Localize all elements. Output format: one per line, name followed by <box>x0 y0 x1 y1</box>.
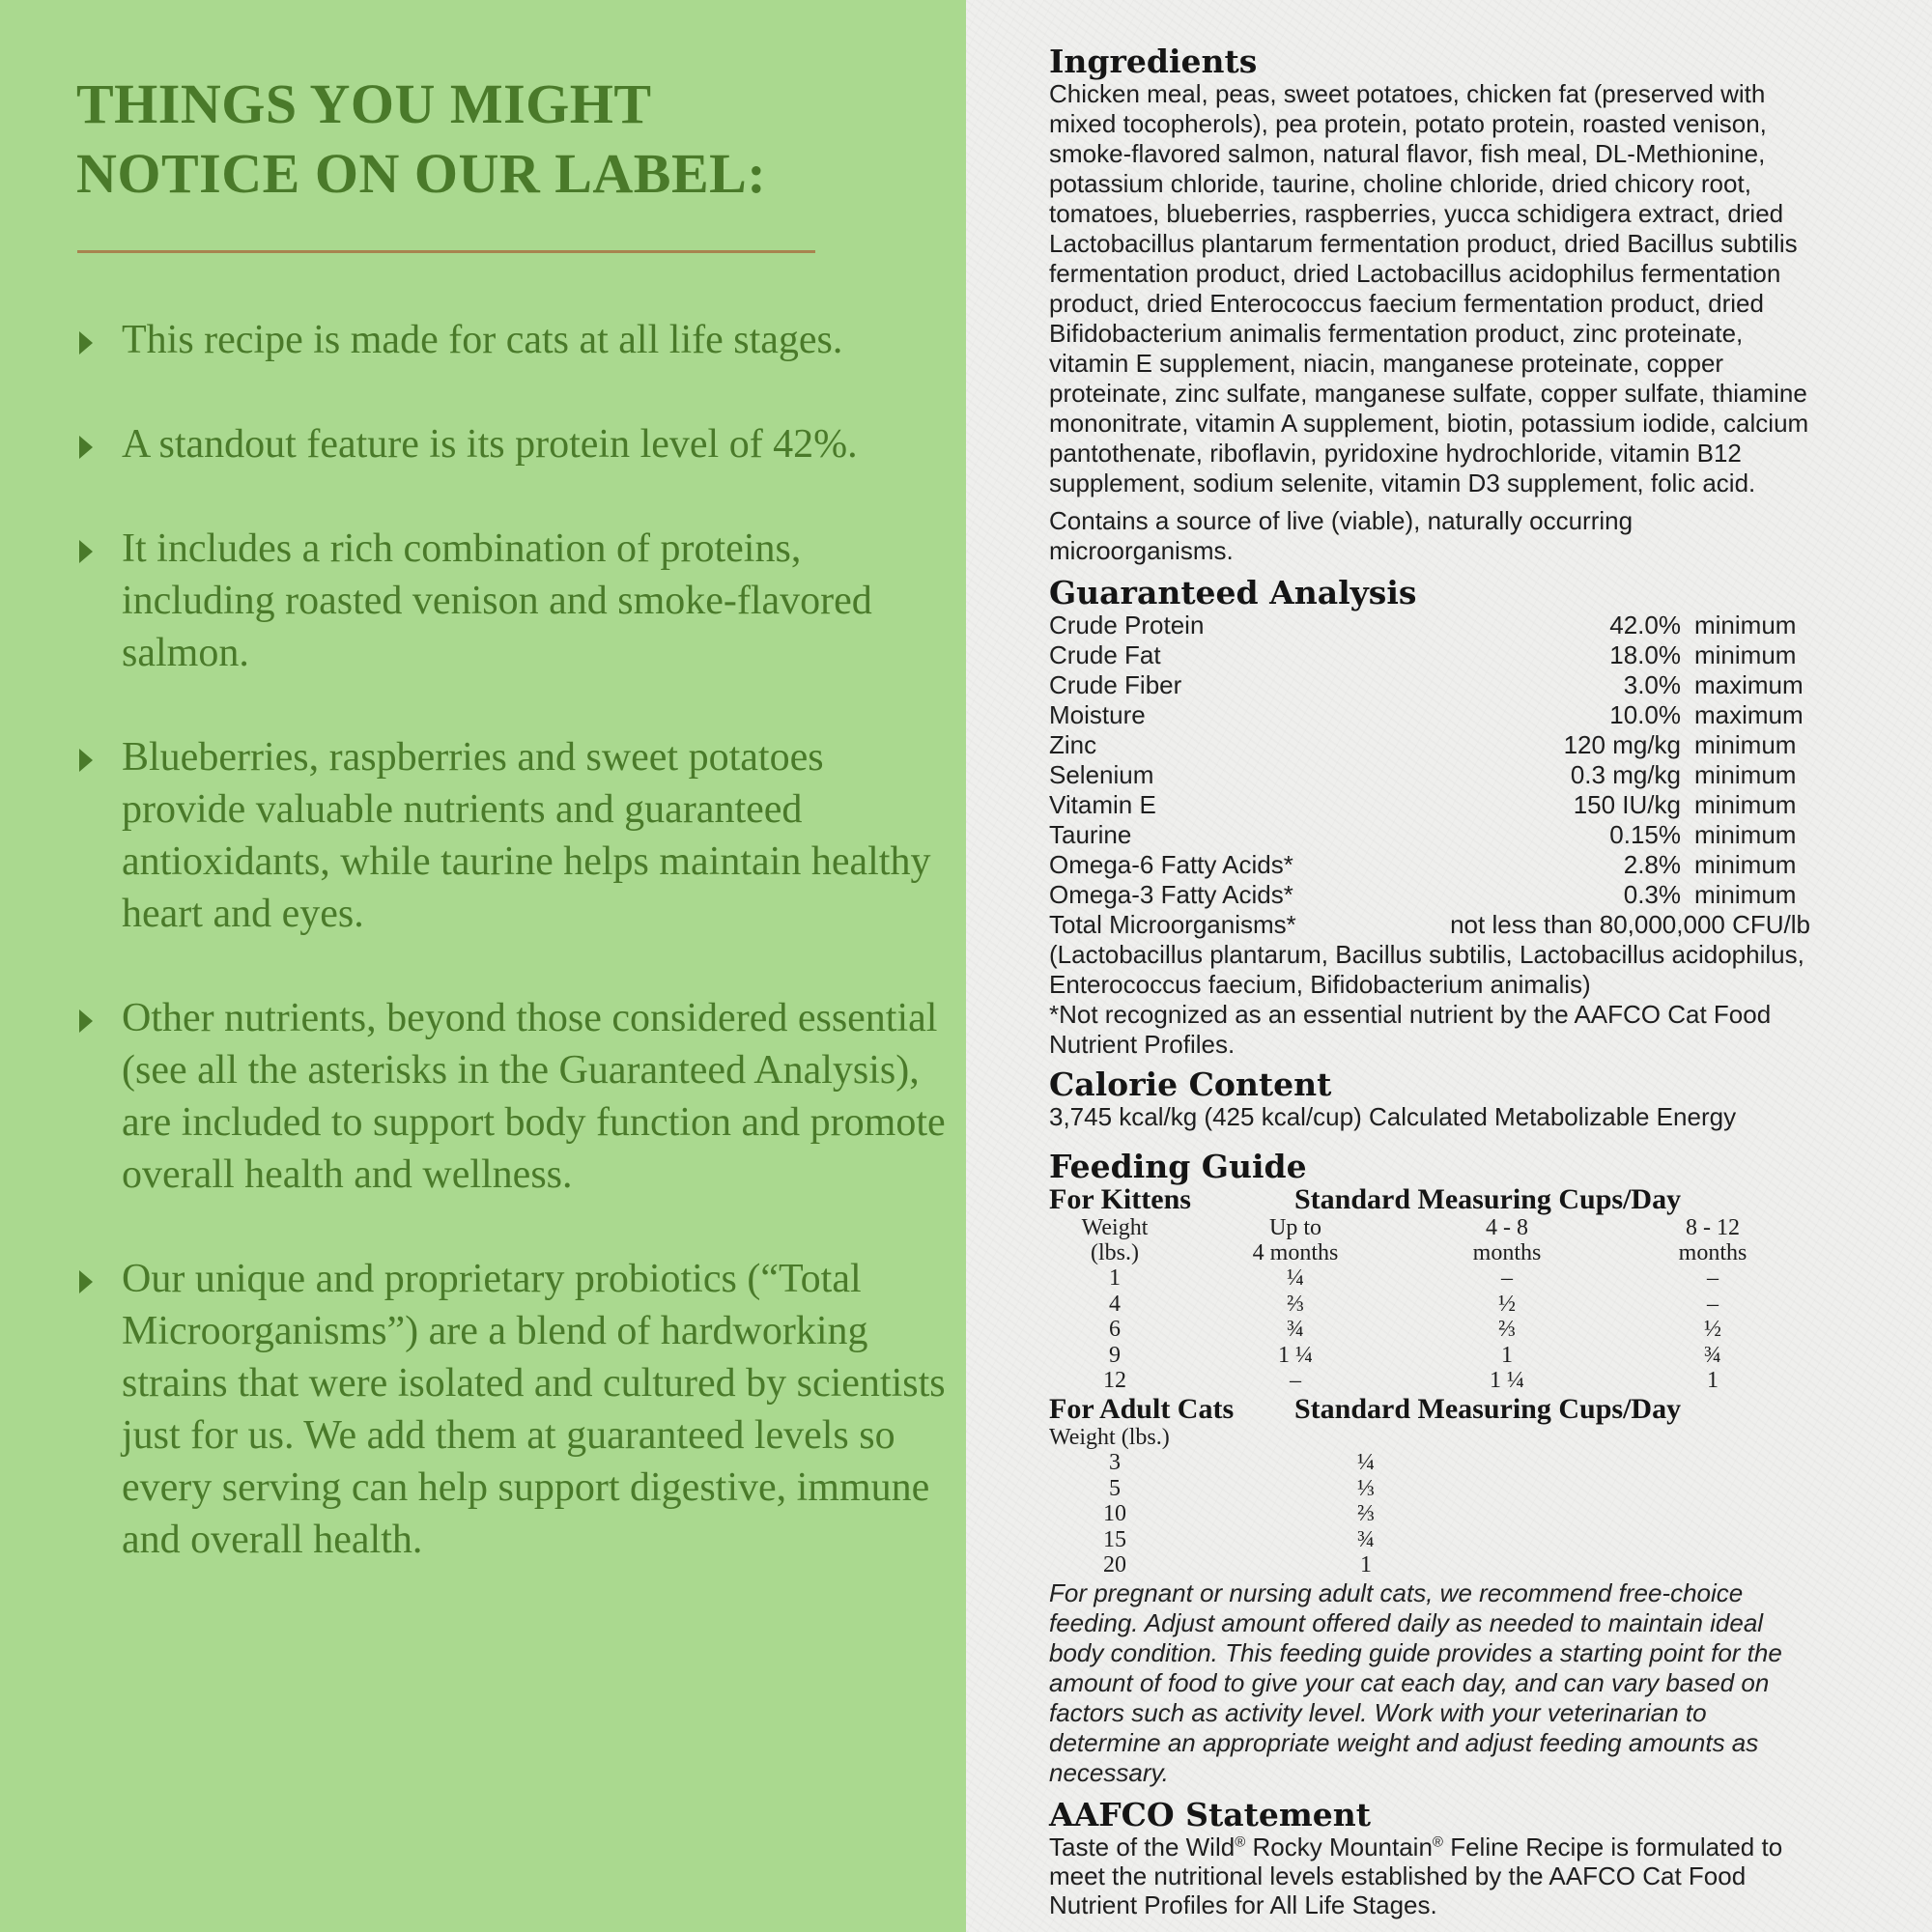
nutrient-value: 18.0% <box>1609 640 1681 669</box>
nutrient-name: Moisture <box>1049 700 1146 729</box>
nutrient-basis: minimum <box>1694 730 1797 759</box>
triangle-bullet-icon <box>79 331 93 355</box>
note-item <box>77 731 947 940</box>
analysis-row <box>1049 820 1822 850</box>
nutrient-name: Crude Protein <box>1049 611 1205 639</box>
kittens-label: For Kittens <box>1049 1183 1191 1215</box>
label-panel <box>966 0 1932 1932</box>
title-divider <box>77 250 815 253</box>
panel-title-line-1: THINGS YOU MIGHT <box>76 72 652 135</box>
aafco-section <box>1049 1795 1822 1919</box>
nutrient-name: Crude Fat <box>1049 640 1161 669</box>
analysis-heading: Guaranteed Analysis <box>1049 574 1417 611</box>
kittens-table <box>1049 1215 1822 1394</box>
note-item <box>77 1253 947 1566</box>
nutrient-basis: minimum <box>1694 880 1797 909</box>
adults-label: For Adult Cats <box>1049 1392 1235 1425</box>
note-item <box>77 992 947 1201</box>
nutrient-value: 0.3 mg/kg <box>1570 760 1681 789</box>
nutrient-value: 150 IU/kg <box>1573 790 1681 819</box>
nutrient-value: 10.0% <box>1609 700 1681 729</box>
table-row: 15 ¾ <box>1103 1526 1375 1552</box>
kittens-subheading <box>1049 1184 1822 1215</box>
table-row: 9 1 ¼ 1 ¾ <box>1109 1342 1721 1368</box>
adults-unit-label: Standard Measuring Cups/Day <box>1294 1392 1682 1425</box>
product-line: Rocky Mountain <box>1245 1832 1433 1861</box>
triangle-bullet-icon <box>79 1270 93 1293</box>
nutrient-name: Vitamin E <box>1049 790 1156 819</box>
triangle-bullet-icon <box>79 540 93 563</box>
nutrient-basis: minimum <box>1694 760 1797 789</box>
table-row: 1 ¼ – – <box>1109 1265 1719 1291</box>
nutrient-basis: maximum <box>1694 670 1804 699</box>
note-text: Our unique and proprietary probiotics (“Total Microorganisms”) are a blend of hardworking strains that were isolated and cultured by scientists just for us. We add them at guaranteed levels so every serving can help support digestive, immune and overall health. <box>122 1257 946 1562</box>
nutrient-value: 3.0% <box>1623 670 1681 699</box>
analysis-row <box>1049 790 1822 820</box>
calorie-section <box>1049 1067 1822 1132</box>
analysis-row <box>1049 760 1822 790</box>
nutrient-value: 42.0% <box>1609 611 1681 639</box>
microorganisms-row <box>1049 910 1822 940</box>
nutrient-basis: minimum <box>1694 820 1797 849</box>
kittens-header-row <box>1049 1215 1822 1265</box>
header-up-to-4-months: Up to 4 months <box>1252 1215 1339 1265</box>
header-weight: Weight (lbs.) <box>1081 1215 1149 1265</box>
nutrient-name: Taurine <box>1049 820 1132 849</box>
feeding-note: For pregnant or nursing adult cats, we recommend free-choice feeding. Adjust amount offered daily as needed to maintain ideal body condition. This feeding guide provides a starting point for the amount of food to give your cat each day, and can vary based on factors such as activity level. Work with your veterinarian to determine an appropriate weight and adjust feeding amounts as necessary. <box>1049 1577 1782 1787</box>
nutrient-name: Selenium <box>1049 760 1154 789</box>
feeding-guide-section <box>1049 1150 1822 1788</box>
registered-mark: ® <box>1432 1833 1443 1850</box>
kittens-unit-label: Standard Measuring Cups/Day <box>1294 1183 1682 1215</box>
adults-subheading <box>1049 1394 1822 1425</box>
nutrient-basis: minimum <box>1694 850 1797 879</box>
microorganisms-note: Contains a source of live (viable), naturally occurring microorganisms. <box>1049 506 1634 565</box>
microorganism-strains: (Lactobacillus plantarum, Bacillus subtilis, Lactobacillus acidophilus, Enterococcus faecium, Bifidobacterium animalis) <box>1049 940 1804 999</box>
calorie-heading: Calorie Content <box>1049 1065 1332 1103</box>
nutrient-value: 0.3% <box>1623 880 1681 909</box>
analysis-row <box>1049 880 1822 910</box>
ingredients-text: Chicken meal, peas, sweet potatoes, chicken fat (preserved with mixed tocopherols), pea protein, potato protein, roasted venison, smoke-flavored salmon, natural flavor, fish meal, DL-Methionine, potassium chloride, taurine, choline chloride, dried chicory root, tomatoes, blueberries, raspberries, yucca schidigera extract, dried Lactobacillus plantarum fermentation product, dried Bacillus subtilis fermentation product, dried Lactobacillus acidophilus fermentation product, dried Enterococcus faecium fermentation product, dried Bifidobacterium animalis fermentation product, zinc proteinate, vitamin E supplement, niacin, manganese proteinate, copper proteinate, zinc sulfate, manganese sulfate, copper sulfate, thiamine mononitrate, vitamin A supplement, biotin, potassium iodide, calcium pantothenate, riboflavin, pyridoxine hydrochloride, vitamin B12 supplement, sodium selenite, vitamin D3 supplement, folic acid. <box>1049 79 1809 497</box>
triangle-bullet-icon <box>79 436 93 459</box>
analysis-row <box>1049 850 1822 880</box>
feeding-heading: Feeding Guide <box>1049 1148 1307 1185</box>
nutrient-basis: minimum <box>1694 611 1797 639</box>
table-row: 4 ⅔ ½ – <box>1109 1291 1719 1317</box>
adults-table <box>1049 1425 1822 1578</box>
note-text: It includes a rich combination of proteins, including roasted venison and smoke-flavored salmon. <box>122 526 872 675</box>
triangle-bullet-icon <box>79 749 93 772</box>
nutrient-value: not less than 80,000,000 CFU/lb <box>1450 910 1810 939</box>
panel-title <box>76 70 926 209</box>
header-4-8-months: 4 - 8 months <box>1472 1215 1542 1265</box>
ingredients-heading: Ingredients <box>1049 43 1258 80</box>
note-item <box>77 418 947 470</box>
brand-name: Taste of the Wild <box>1049 1832 1236 1861</box>
note-text: A standout feature is its protein level of 42%. <box>122 422 858 467</box>
panel-title-line-2: NOTICE ON OUR LABEL: <box>76 142 767 205</box>
note-text: This recipe is made for cats at all life stages. <box>122 318 843 362</box>
table-row: 6 ¾ ⅔ ½ <box>1109 1317 1721 1342</box>
table-row: 12 – 1 ¼ 1 <box>1103 1368 1719 1393</box>
note-item <box>77 523 947 679</box>
adults-weight-label: Weight (lbs.) <box>1049 1424 1170 1450</box>
label-content <box>1049 44 1822 1919</box>
aafco-heading: AAFCO Statement <box>1049 1795 1371 1833</box>
analysis-row <box>1049 640 1822 670</box>
table-row: 3 ¼ <box>1109 1450 1375 1475</box>
aafco-statement: Feline Recipe is formulated to meet the nutritional levels established by the AAFCO Cat Food Nutrient Profiles for All Life Stages. <box>1049 1832 1783 1919</box>
nutrient-name: Crude Fiber <box>1049 670 1182 699</box>
notes-list <box>77 314 947 1618</box>
guaranteed-analysis-section <box>1049 576 1822 1060</box>
nutrient-value: 0.15% <box>1609 820 1681 849</box>
nutrient-basis: minimum <box>1694 790 1797 819</box>
nutrient-value: 2.8% <box>1623 850 1681 879</box>
table-row: 20 1 <box>1103 1552 1372 1577</box>
nutrient-name: Total Microorganisms* <box>1049 910 1296 939</box>
note-text: Other nutrients, beyond those considered essential (see all the asterisks in the Guaranteed Analysis), are included to support body function and promote overall health and wellness. <box>122 996 946 1197</box>
triangle-bullet-icon <box>79 1009 93 1033</box>
nutrient-name: Omega-3 Fatty Acids* <box>1049 880 1293 909</box>
aafco-text <box>1049 1833 1822 1919</box>
registered-mark: ® <box>1235 1833 1246 1850</box>
nutrient-basis: maximum <box>1694 700 1804 729</box>
table-row: 10 ⅔ <box>1103 1501 1375 1526</box>
table-row: 5 ⅓ <box>1109 1475 1375 1501</box>
note-text: Blueberries, raspberries and sweet potatoes provide valuable nutrients and guaranteed antioxidants, while taurine helps maintain healthy heart and eyes. <box>122 735 931 936</box>
calorie-text: 3,745 kcal/kg (425 kcal/cup) Calculated Metabolizable Energy <box>1049 1102 1737 1131</box>
header-8-12-months: 8 - 12 months <box>1678 1215 1747 1265</box>
ingredients-section <box>1049 44 1822 566</box>
analysis-footnote: *Not recognized as an essential nutrient by the AAFCO Cat Food Nutrient Profiles. <box>1049 1000 1772 1059</box>
analysis-row <box>1049 670 1822 700</box>
nutrient-basis: minimum <box>1694 640 1797 669</box>
note-item <box>77 314 947 366</box>
analysis-row <box>1049 700 1822 730</box>
nutrient-name: Zinc <box>1049 730 1097 759</box>
analysis-row <box>1049 611 1822 640</box>
nutrient-value: 120 mg/kg <box>1563 730 1681 759</box>
analysis-row <box>1049 730 1822 760</box>
nutrient-name: Omega-6 Fatty Acids* <box>1049 850 1293 879</box>
